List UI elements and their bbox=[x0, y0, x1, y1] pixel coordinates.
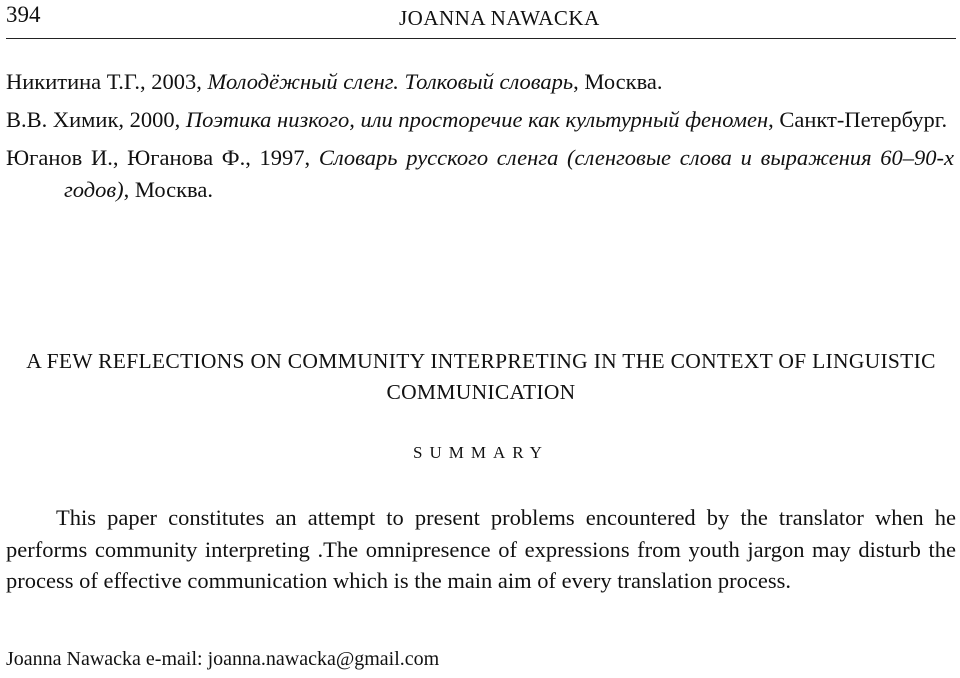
ref-authors: Никитина Т.Г., 2003, bbox=[6, 69, 202, 94]
article-title: A FEW REFLECTIONS ON COMMUNITY INTERPRETING IN THE CONTEXT OF LINGUISTIC COMMUNICATION bbox=[26, 349, 936, 404]
ref-title: Поэтика низкого, или просторечие как культурный феномен bbox=[185, 107, 769, 132]
bibliography bbox=[6, 66, 954, 212]
bibliography-entry bbox=[6, 66, 954, 98]
bibliography-entry bbox=[6, 104, 954, 136]
running-header bbox=[6, 2, 956, 39]
page-number: 394 bbox=[6, 2, 41, 27]
ref-rest: , Москва. bbox=[123, 177, 213, 202]
author-contact: Joanna Nawacka e-mail: joanna.nawacka@gmail.com bbox=[6, 648, 440, 670]
ref-title: Словарь русского сленга (сленговые слова и выражения 60–90-х годов) bbox=[64, 145, 954, 202]
ref-title: Молодёжный сленг. Толковый словарь bbox=[207, 69, 574, 94]
ref-rest: , Санкт-Петербург. bbox=[768, 107, 948, 132]
ref-rest: , Москва. bbox=[573, 69, 663, 94]
ref-authors: Юганов И., Юганова Ф., 1997, bbox=[6, 145, 311, 170]
running-head-author: JOANNA NAWACKA bbox=[399, 6, 600, 30]
summary-heading: SUMMARY bbox=[413, 443, 549, 462]
ref-authors: В.В. Химик, 2000, bbox=[6, 107, 181, 132]
summary-text: This paper constitutes an attempt to present problems encountered by the translator when he performs community interpreting .The omnipresence of expressions from youth jargon may disturb the process of effective communication which is the main aim of every translation process. bbox=[6, 505, 956, 593]
page bbox=[6, 0, 956, 678]
bibliography-entry bbox=[6, 142, 954, 206]
